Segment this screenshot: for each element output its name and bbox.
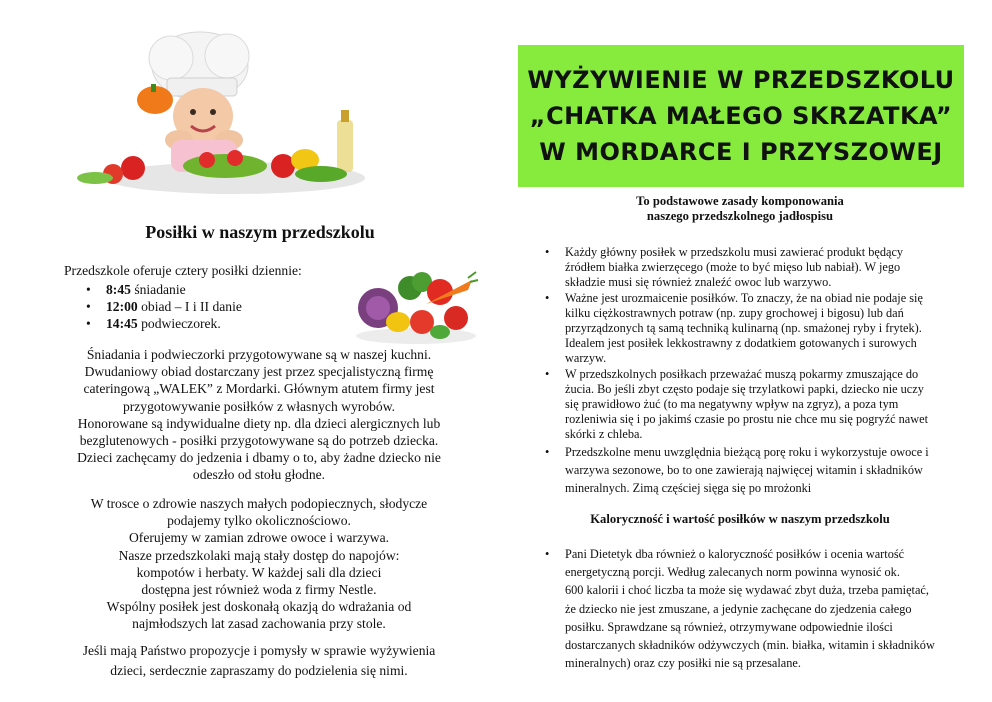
paragraph-line: Śniadania i podwieczorki przygotowywane są w naszej kuchni. (86, 347, 432, 362)
list-item-line: skórki z chleba. (565, 427, 643, 442)
list-item-line: warzywa sezonowe, bo to one zawierają najwięcej witamin i składników (565, 462, 923, 477)
list-item-line: • Każdy główny posiłek w przedszkolu musi zawierać produkt będący (565, 245, 904, 259)
paragraph-line: przygotowywanie posiłków z własnych wyrobów. (122, 398, 396, 414)
list-item-line: • Przedszkolne menu uwzględnia bieżącą porę roku i wykorzystuje owoce i (565, 444, 929, 459)
list-item (537, 245, 957, 291)
list-item (64, 281, 242, 298)
list-item-line: Idealem jest posiłek lekkostrawny z dodatkiem gotowanych i surowych (565, 336, 917, 351)
list-item-line: się prawidłowo żuć (to ma negatywny wpływ na zgryz), a poza tym (565, 397, 899, 412)
list-item-line: mineralnych) oraz czy posiłki nie są przesalane. (565, 656, 801, 671)
paragraph-line: odeszło od stołu głodne. (192, 467, 326, 483)
list-item-line: • Pani Dietetyk dba również o kaloryczność posiłków i ocenia wartość (565, 547, 905, 561)
paragraph-line: Oferujemy w zamian zdrowe owoce i warzywa. (128, 530, 390, 546)
child-chef-with-vegetables-image (75, 28, 365, 200)
list-item-line: mineralnych. Zimą częściej sięga się po mrożonki (565, 480, 812, 495)
list-item (537, 291, 957, 367)
list-item-line: dostarczanych składników odżywczych (min. białka, witamin i składników (565, 638, 935, 653)
calories-list (537, 545, 957, 672)
meal-name: śniadanie (130, 282, 186, 297)
paragraph-line: kompotów i herbaty. W każdej sali dla dzieci (136, 564, 382, 580)
list-item-line: posiłku. Sprawdzane są również, otrzymywane odpowiednie ilości (565, 619, 893, 634)
list-item-line: składzie musi się również znaleźć owoc lub warzywo. (565, 275, 832, 290)
paragraph-line: Dzieci zachęcamy do jedzenia i dbamy o to, aby żadne dziecko nie (77, 450, 441, 466)
title-line: WYŻYWIENIE W PRZEDSZKOLU (527, 66, 955, 94)
title-banner (518, 45, 964, 187)
meal-name: obiad – I i II danie (137, 299, 242, 314)
meal-time: 8:45 (106, 282, 131, 297)
paragraph-line: W trosce o zdrowie naszych małych podopiecznych, słodycze (90, 496, 428, 511)
health-paragraph (60, 495, 458, 633)
meals-intro: Przedszkole oferuje cztery posiłki dziennie: (64, 263, 302, 278)
list-item-line: żucia. Bo jeśli zbyt często podaje się trzylatkowi papki, dziecko nie uczy (565, 381, 924, 396)
paragraph-line: Jeśli mają Państwo propozycje i pomysły w sprawie wyżywienia (82, 643, 436, 658)
kitchen-paragraph (60, 346, 458, 484)
list-item-line: rozleniwia się i po jakimś czasie po prostu nie chce mu się pogryźć nawet (565, 412, 928, 427)
calories-heading: Kaloryczność i wartość posiłków w naszym przedszkolu (590, 512, 890, 526)
meals-list (64, 281, 242, 332)
meals-heading: Posiłki w naszym przedszkolu (145, 222, 375, 242)
paragraph-line: bezglutenowych - posiłki przygotowywane są do potrzeb dziecka. (79, 433, 439, 449)
list-item (537, 545, 957, 672)
rules-list (537, 245, 957, 497)
meal-time: 12:00 (106, 299, 138, 314)
paragraph-line: podajemy tylko okolicznościowo. (167, 513, 351, 529)
list-item-line: przyrządzonych tą samą techniką kulinarną (np. smażonej ryby i frytek). (565, 321, 922, 336)
heading-line: To podstawowe zasady komponowania (636, 194, 844, 208)
paragraph-line: Dwudaniowy obiad dostarczany jest przez specjalistyczną firmę (84, 364, 434, 380)
paragraph-line: dostępna jest również woda z firmy Nestle. (141, 582, 377, 598)
list-item (537, 367, 957, 443)
list-item-line: • Ważne jest urozmaicenie posiłków. To znaczy, że na obiad nie podaje się (565, 290, 923, 305)
paragraph-line: cateringową „WALEK” z Mordarki. Głównym atutem firmy jest (83, 381, 435, 397)
list-item-line: 600 kalorii i choć liczba ta może się wydawać zbyt duża, trzeba pamiętać, (565, 583, 929, 598)
list-item-line: że dziecko nie jest zmuszane, a jedynie zachęcane do zjedzenia całego (565, 601, 912, 616)
rules-heading (530, 194, 950, 224)
list-item-line: energetyczną porcji. Według zalecanych norm powinna wynosić ok. (565, 565, 900, 580)
list-item (64, 315, 242, 332)
list-item-line: kilku ciężkostrawnych potraw (np. zupy grochowej i bigosu) lub dań (565, 305, 904, 320)
list-item-line: warzyw. (565, 351, 607, 366)
meal-name: podwieczorek. (137, 316, 221, 331)
paragraph-line: Honorowane są indywidualne diety np. dla dzieci alergicznych lub (77, 415, 441, 431)
vegetables-image (350, 262, 480, 346)
paragraph-line: Wspólny posiłek jest doskonałą okazją do wdrażania od (106, 599, 412, 615)
list-item (537, 443, 957, 497)
contact-paragraph (60, 641, 458, 681)
heading-line: naszego przedszkolnego jadłospisu (646, 209, 834, 223)
paragraph-line: dzieci, serdecznie zapraszamy do podzielenia się nimi. (110, 663, 408, 678)
list-item-line: • W przedszkolnych posiłkach przeważać muszą pokarmy zmuszające do (565, 366, 919, 381)
meal-time: 14:45 (106, 316, 138, 331)
paragraph-line: Nasze przedszkolaki mają stały dostęp do napojów: (118, 547, 400, 563)
paragraph-line: najmłodszych lat zasad zachowania przy stole. (132, 616, 386, 632)
title-line: „CHATKA MAŁEGO SKRZATKA” (529, 102, 953, 130)
list-item-line: źródłem białka zwierzęcego (może to być mięso lub nabiał). W jego (565, 260, 901, 275)
title-line: W MORDARCE I PRZYSZOWEJ (539, 138, 943, 166)
list-item (64, 298, 242, 315)
